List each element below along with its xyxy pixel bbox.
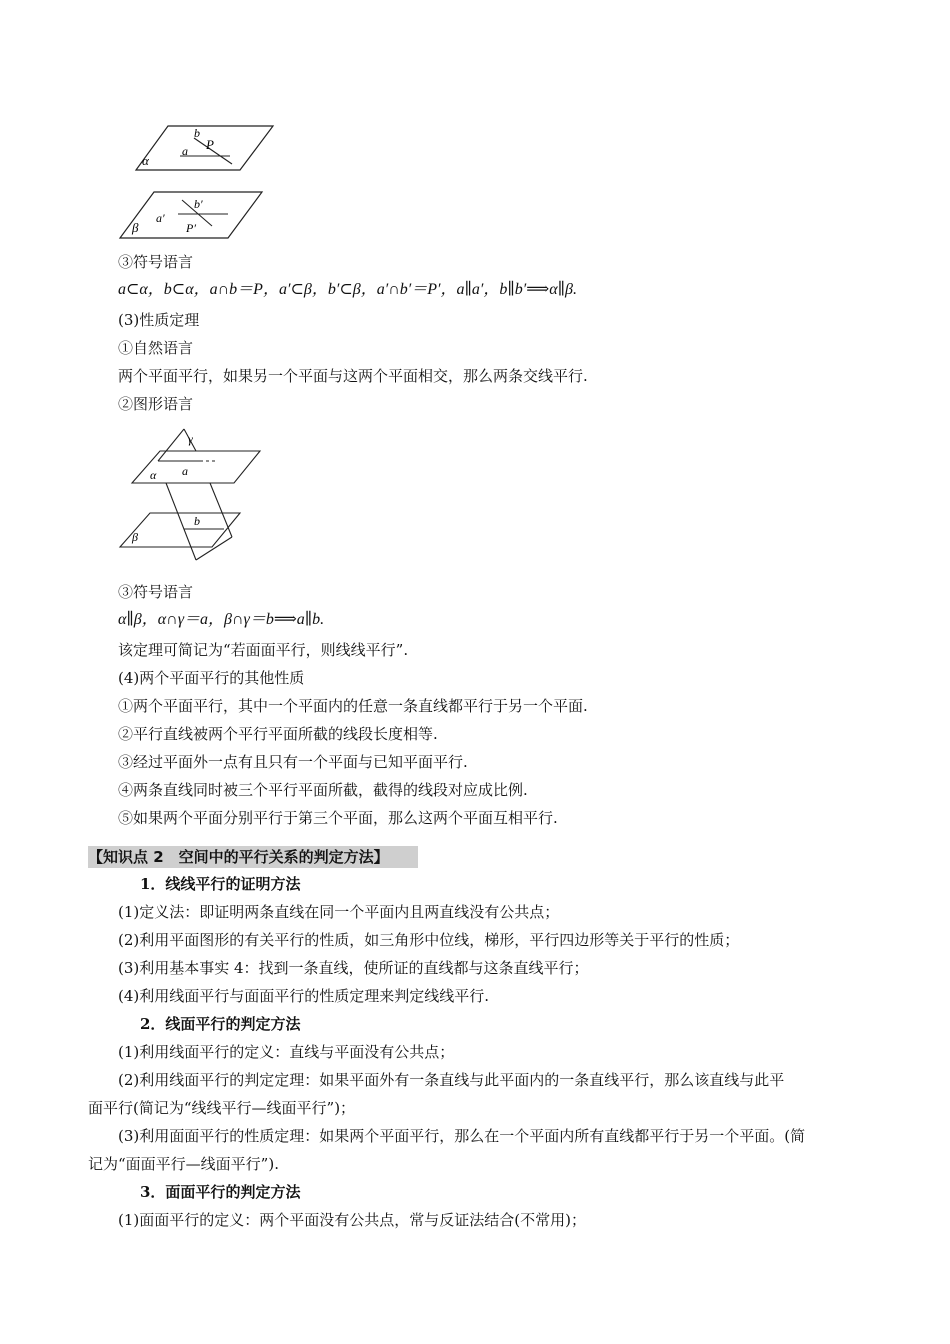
property-item-5: ⑤如果两个平面分别平行于第三个平面，那么这两个平面互相平行. <box>118 809 558 827</box>
method-heading-3: 3．面面平行的判定方法 <box>140 1183 301 1201</box>
figure-plane-alpha <box>128 118 298 178</box>
property-theorem-heading: (3)性质定理 <box>118 311 200 329</box>
symbolic-statement-2: α∥β，α∩γ＝a，β∩γ＝b⟹a∥b. <box>118 611 325 628</box>
fig3-beta: β <box>132 530 138 544</box>
figure-plane-beta <box>116 186 286 246</box>
fig3-gamma: γ <box>188 432 193 446</box>
fig1-alpha: α <box>142 153 149 168</box>
method-1-item-2: (2)利用平面图形的有关平行的性质，如三角形中位线，梯形，平行四边形等关于平行的性质； <box>118 931 740 949</box>
method-2-item-3-line-2: 记为“面面平行—线面平行”). <box>88 1155 279 1173</box>
fig1-b: b <box>194 126 200 140</box>
symbolic-statement-1: a⊂α，b⊂α，a∩b＝P，a′⊂β，b′⊂β，a′∩b′＝P′，a∥a′，b∥b′⟹α∥β. <box>118 281 577 298</box>
fig2-beta: β <box>132 220 139 235</box>
property-item-4: ④两条直线同时被三个平行平面所截，截得的线段对应成比例. <box>118 781 528 799</box>
theorem-summary: 该定理可简记为“若面面平行，则线线平行”. <box>118 641 409 659</box>
fig3-b: b <box>194 514 200 528</box>
method-3-item-1: (1)面面平行的定义：两个平面没有公共点，常与反证法结合(不常用)； <box>118 1211 586 1229</box>
method-2-item-1: (1)利用线面平行的定义：直线与平面没有公共点； <box>118 1043 455 1061</box>
symbolic-language-heading-1: ③符号语言 <box>118 253 194 271</box>
fig1-P: P <box>206 137 214 152</box>
natural-language-heading: ①自然语言 <box>118 339 194 357</box>
fig2-a: a′ <box>156 211 165 225</box>
property-item-1: ①两个平面平行，其中一个平面内的任意一条直线都平行于另一个平面. <box>118 697 588 715</box>
method-2-item-2-line-2: 面平行(简记为“线线平行—线面平行”)； <box>88 1099 356 1117</box>
figure-parallel-planes-gamma <box>112 425 272 570</box>
method-1-item-1: (1)定义法：即证明两条直线在同一个平面内且两直线没有公共点； <box>118 903 560 921</box>
fig3-alpha: α <box>150 468 157 482</box>
fig2-P: P′ <box>186 221 196 235</box>
method-2-item-2-line-1: (2)利用线面平行的判定定理：如果平面外有一条直线与此平面内的一条直线平行，那么该直线与此平 <box>118 1071 785 1089</box>
symbolic-language-heading-2: ③符号语言 <box>118 583 194 601</box>
method-1-item-4: (4)利用线面平行与面面平行的性质定理来判定线线平行. <box>118 987 490 1005</box>
figure-language-heading: ②图形语言 <box>118 395 194 413</box>
method-heading-1: 1．线线平行的证明方法 <box>140 875 301 893</box>
fig1-a: a <box>182 144 188 158</box>
fig3-a: a <box>182 464 188 478</box>
method-1-item-3: (3)利用基本事实 4：找到一条直线，使所证的直线都与这条直线平行； <box>118 959 589 977</box>
other-properties-heading: (4)两个平面平行的其他性质 <box>118 669 305 687</box>
section-header: 【知识点 2 空间中的平行关系的判定方法】 <box>88 848 389 866</box>
method-2-item-3-line-1: (3)利用面面平行的性质定理：如果两个平面平行，那么在一个平面内所有直线都平行于另一个平面。(简 <box>118 1127 806 1145</box>
method-heading-2: 2．线面平行的判定方法 <box>140 1015 301 1033</box>
natural-language-statement: 两个平面平行，如果另一个平面与这两个平面相交，那么两条交线平行. <box>118 367 588 385</box>
fig2-b: b′ <box>194 197 203 211</box>
property-item-2: ②平行直线被两个平行平面所截的线段长度相等. <box>118 725 438 743</box>
property-item-3: ③经过平面外一点有且只有一个平面与已知平面平行. <box>118 753 468 771</box>
